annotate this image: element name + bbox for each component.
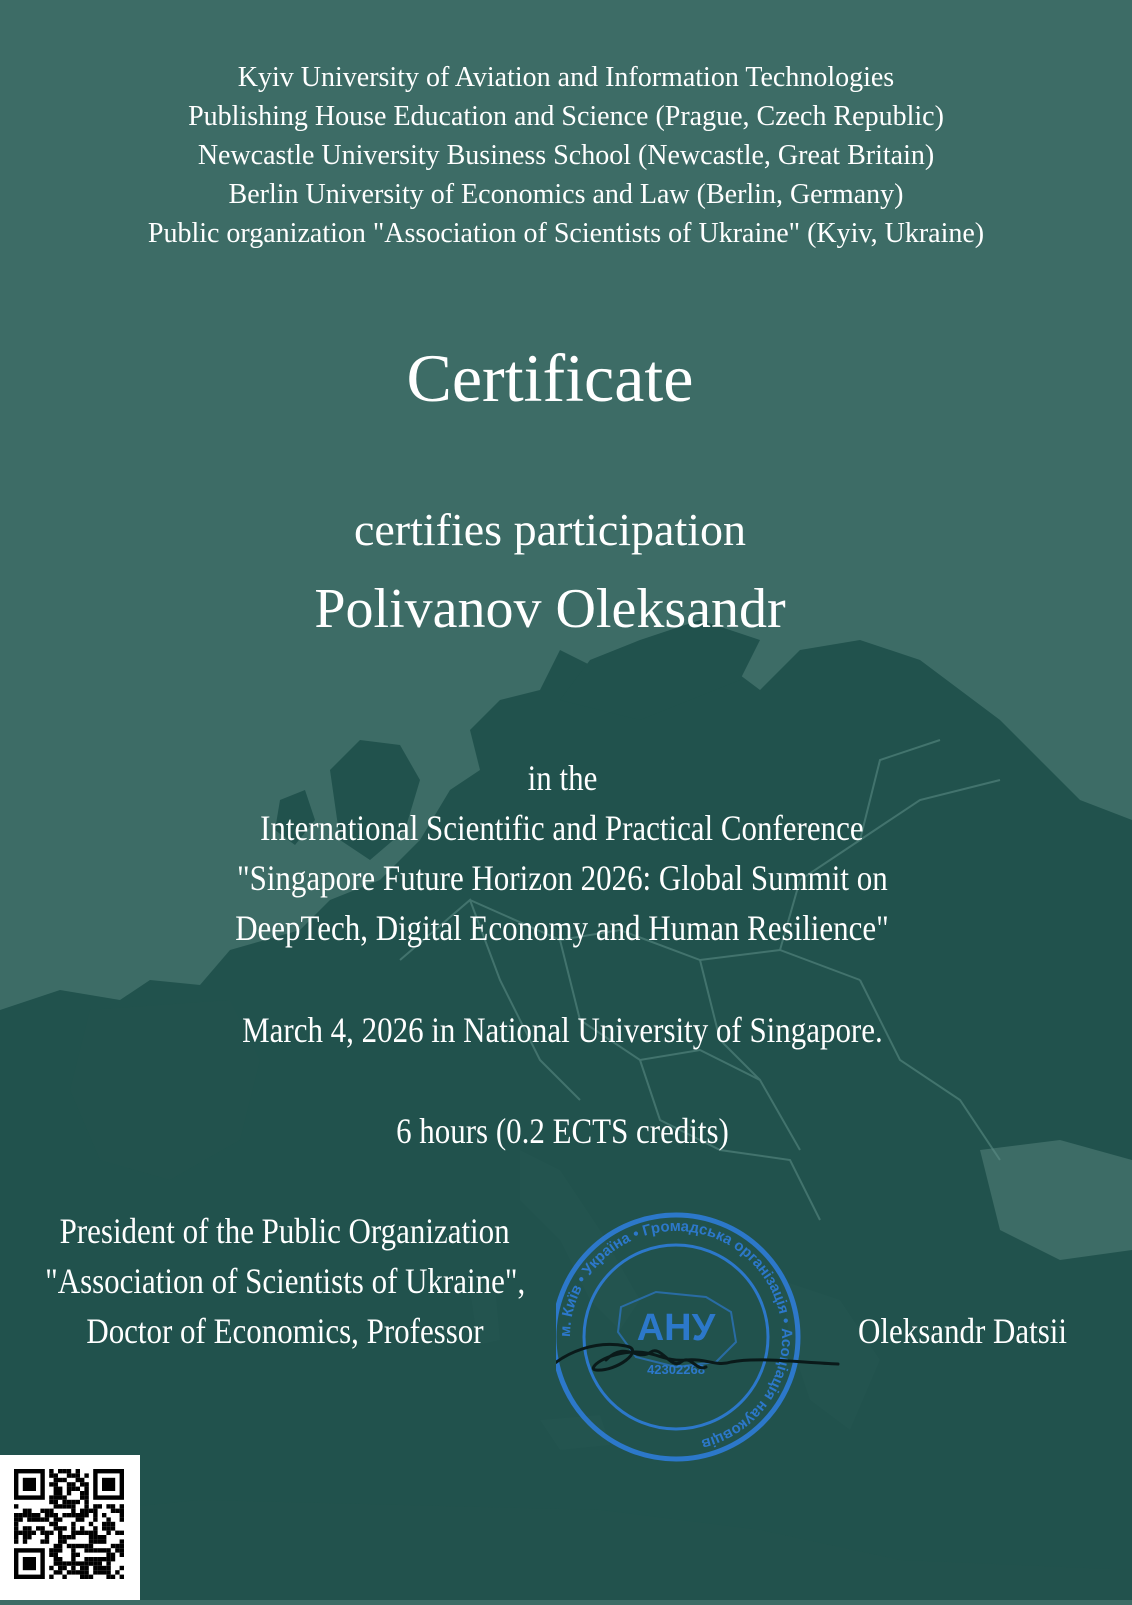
signatory-name: Oleksandr Datsii bbox=[857, 1311, 1067, 1351]
stamp-center-text: АНУ bbox=[636, 1307, 716, 1349]
hours-credits: 6 hours (0.2 ECTS credits) bbox=[395, 1111, 729, 1151]
position-line: President of the Public Organization bbox=[60, 1211, 510, 1251]
organizer-line: Publishing House Education and Science (Prague, Czech Republic) bbox=[188, 101, 944, 132]
in-the-text: in the bbox=[527, 758, 597, 798]
organizer-line: Berlin University of Economics and Law (Berlin, Germany) bbox=[228, 179, 904, 210]
organizer-line: Kyiv University of Aviation and Information Technologies bbox=[237, 62, 895, 93]
qr-code-pattern bbox=[0, 1455, 140, 1600]
signatory-position bbox=[0, 1206, 570, 1356]
organizer-line: Newcastle University Business School (Newcastle, Great Britain) bbox=[197, 140, 935, 171]
official-stamp bbox=[556, 1212, 856, 1462]
recipient-name: Polivanov Oleksandr bbox=[314, 578, 786, 640]
certifies-text: certifies participation bbox=[353, 504, 747, 555]
stamp-code: 42302268 bbox=[647, 1362, 705, 1377]
qr-code[interactable] bbox=[0, 1455, 140, 1600]
stamp-ring-text: м. Київ • Україна • Громадська організація • Асоціація науковців bbox=[556, 1217, 796, 1453]
organizers-list bbox=[0, 58, 1132, 253]
position-line: Doctor of Economics, Professor bbox=[86, 1311, 484, 1351]
organizer-line: Public organization "Association of Scientists of Ukraine" (Kyiv, Ukraine) bbox=[147, 218, 985, 249]
conference-line: International Scientific and Practical Conference bbox=[260, 808, 864, 848]
position-line: "Association of Scientists of Ukraine", bbox=[44, 1261, 526, 1301]
conference-line: DeepTech, Digital Economy and Human Resilience" bbox=[235, 908, 889, 948]
conference-title bbox=[0, 803, 1124, 953]
certificate-title: Certificate bbox=[406, 340, 694, 416]
date-place: March 4, 2026 in National University of Singapore. bbox=[241, 1010, 883, 1050]
conference-line: "Singapore Future Horizon 2026: Global Summit on bbox=[236, 858, 888, 898]
